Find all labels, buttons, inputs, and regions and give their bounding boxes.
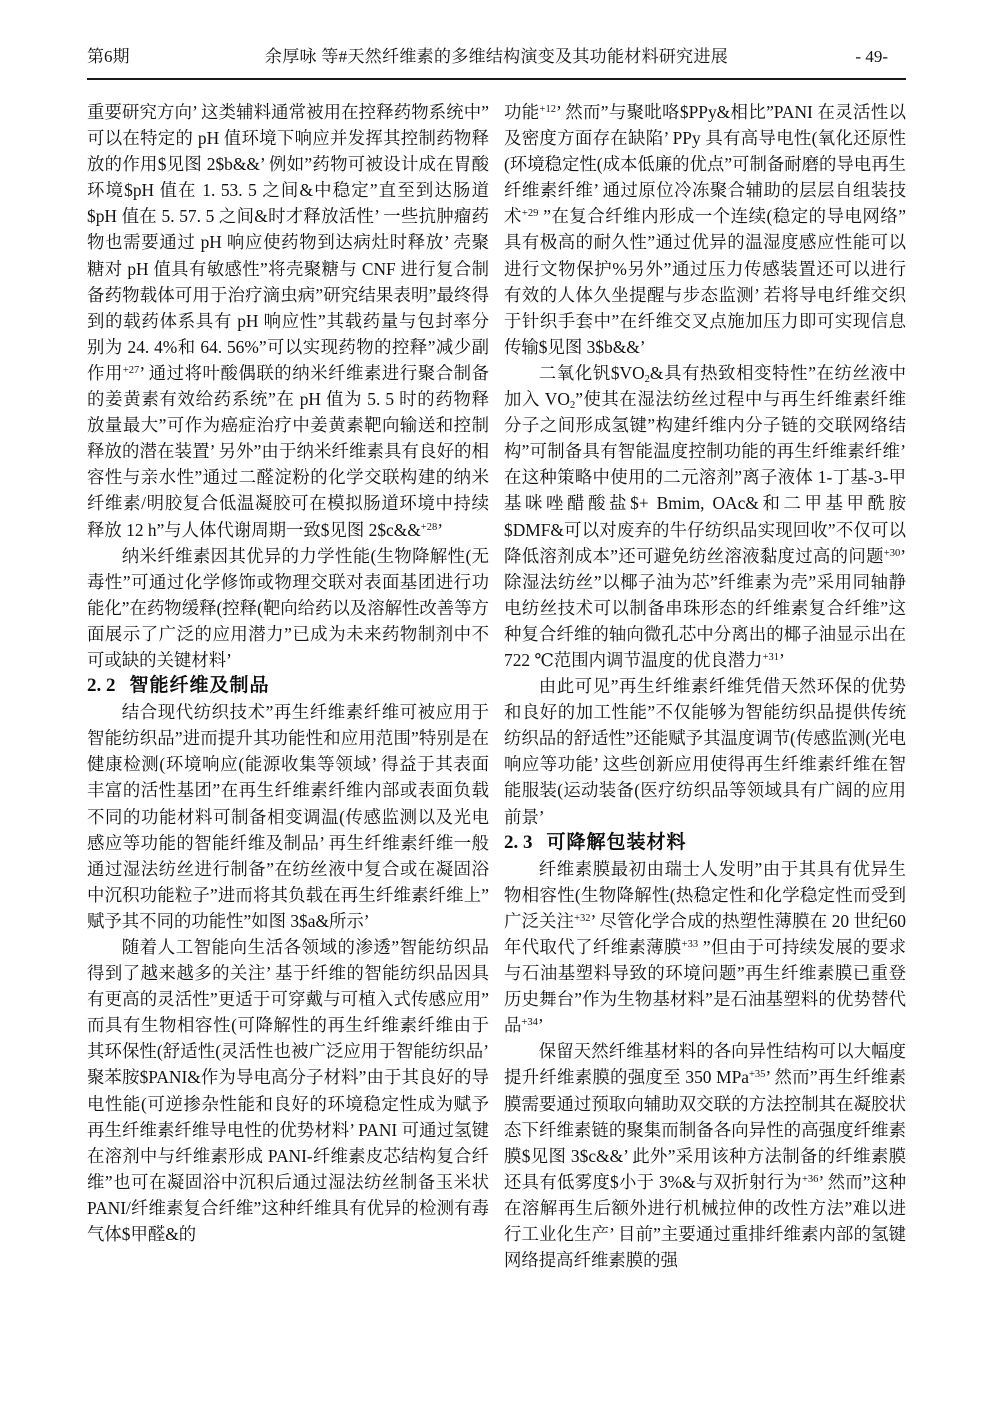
section-heading [504,830,906,856]
issue-label: 第6期 [87,47,130,66]
body-paragraph: 结合现代纺织技术”再生纤维素纤维可被应用于智能纺织品”进而提升其功能性和应用范围”特别是在健康检测(环境响应(能源收集等领域’ 得益于其表面丰富的活性基团”在再生纤维素纤维内部或表面负载不同的功能材料可制备相变调温(传感监测以及光电感应等功能的智能纤维及制品’ 再生纤维素纤维一般通过湿法纺丝进行制备”在纺丝液中复合或在凝固浴中沉积功能粒子”进而将其负载在再生纤维素纤维上”赋予其不同的功能性”如图 3$a&所示’ [87,702,489,931]
body-paragraph: 功能$^{+12}$’ 然而”与聚吡咯$PPy&相比”PANI 在灵活性以及密度方面存在缺陷’ PPy 具有高导电性(氧化还原性(环境稳定性(成本低廉的优点”可制备耐磨的导电再生纤维素纤维’ 通过原位冷冻聚合辅助的层层自组装技术$^{+29}$ ”在复合纤维内形成一个连续(稳定的导电网络”具有极高的耐久性”通过优异的温湿度感应性能可以进行文物保护%另外”通过压力传感装置还可以进行有效的人体久坐提醒与步态监测’ 若将导电纤维交织于针织手套中”在纤维交叉点施加压力即可实现信息传输$见图 3$b&&’ [504,102,906,357]
page-header [87,0,906,69]
running-title: 余厚咏 等#天然纤维素的多维结构演变及其功能材料研究进展 [264,47,729,66]
section-number: 2. 2 [87,675,116,697]
header-rule [87,78,906,80]
page-number: - 49- [855,47,888,66]
right-column [504,99,906,1273]
body-paragraph: 保留天然纤维基材料的各向异性结构可以大幅度提升纤维素膜的强度至 350 MPa$^{+35}$’ 然而”再生纤维素膜需要通过预取向辅助双交联的方法控制其在凝胶状态下纤维素链的聚集而制备各向异性的高强度纤维素膜$见图 3$c&&’ 此外”采用该种方法制备的纤维素膜还具有低雾度$小于 3%&与双折射行为$^{+36}$’ 然而”这种在溶解再生后额外进行机械拉伸的改性方法”难以进行工业化生产’ 目前”主要通过重排纤维素内部的氢键网络提高纤维素膜的强 [504,1041,906,1271]
body-paragraph: 由此可见”再生纤维素纤维凭借天然环保的优势和良好的加工性能”不仅能够为智能纺织品提供传统纺织品的舒适性”还能赋予其温度调节(传感监测(光电响应等功能’ 这些创新应用使得再生纤维素纤维在智能服装(运动装备(医疗纺织品等领域具有广阔的应用前景’ [504,676,906,827]
body-paragraph: 二氧化钒$\$VO_2\&$具有热致相变特性”在纺丝液中加入 $VO_2$”使其在湿法纺丝过程中与再生纤维素纤维分子之间形成氢键”构建纤维内分子链的交联网络结构”可制备具有智能温度控制功能的再生纤维素纤维’ 在这种策略中使用的二元溶剂”离子液体 1-丁基-3-甲基咪唑醋酸盐$+ Bmim, OAc&和二甲基甲酰胺$DMF&可以对废弃的牛仔纺织品实现回收”不仅可以降低溶剂成本”还可避免纺丝溶液黏度过高的问题$^{+30}$’ 除湿法纺丝”以椰子油为芯”纤维素为壳”采用同轴静电纺丝技术可以制备串珠形态的纤维素复合纤维”这种复合纤维的轴向微孔芯中分离出的椰子油显示出在 722 ℃范围内调节温度的优良潜力$^{+31}$’ [504,362,906,670]
article-body [87,99,906,1273]
body-paragraph: 纤维素膜最初由瑞士人发明”由于其具有优异生物相容性(生物降解性(热稳定性和化学稳定性而受到广泛关注$^{+32}$’ 尽管化学合成的热塑性薄膜在 20 世纪60 年代取代了纤维素薄膜$^{+33}$ ”但由于可持续发展的要求与石油基塑料导致的环境问题”再生纤维素膜已重登历史舞台”作为生物基材料”是石油基塑料的优势替代品$^{+34}$’ [504,858,906,1036]
section-title: 智能纤维及制品 [129,675,270,697]
body-paragraph: 重要研究方向’ 这类辅料通常被用在控释药物系统中”可以在特定的 pH 值环境下响应并发挥其控制药物释放的作用$见图 2$b&&’ 例如”药物可被设计成在胃酸环境$pH 值在 1. 53. 5 之间&中稳定”直至到达肠道$pH 值在 5. 57. 5 之间&时才释放活性’ 一些抗肿瘤药物也需要通过 pH 响应使药物到达病灶时释放’ 壳聚糖对 pH 值具有敏感性”将壳聚糖与 CNF 进行复合制备药物载体可用于治疗滴虫病”研究结果表明”最终得到的载药体系具有 pH 响应性”其载药量与包封率分别为 24. 4%和 64. 56%”可以实现药物的控释”减少副作用$^{+27}$’ 通过将叶酸偶联的纳米纤维素进行聚合制备的姜黄素有效给药系统”在 pH 值为 5. 5 时的药物释放量最大”可作为癌症治疗中姜黄素靶向输送和控制释放的潜在装置’ 另外”由于纳米纤维素具有良好的相容性与亲水性”通过二醛淀粉的化学交联构建的纳米纤维素/明胶复合低温凝胶可在模拟肠道环境中持续释放 12 h”与人体代谢周期一致$见图 2$c&&$^{+28}$’ [87,102,489,540]
section-heading [87,673,489,699]
body-paragraph: 随着人工智能向生活各领域的渗透”智能纺织品得到了越来越多的关注’ 基于纤维的智能纺织品因具有更高的灵活性”更适于可穿戴与可植入式传感应用”而具有生物相容性(可降解性的再生纤维素纤维由于其环保性(舒适性(灵活性也被广泛应用于智能纺织品’ 聚苯胺$PANI&作为导电高分子材料”由于其良好的导电性能(可逆掺杂性能和良好的环境稳定性成为赋予再生纤维素纤维导电性的优势材料’ PANI 可通过氢键在溶剂中与纤维素形成 PANI-纤维素皮芯结构复合纤维”也可在凝固浴中沉积后通过湿法纺丝制备玉米状 PANI/纤维素复合纤维”这种纤维具有优异的检测有毒气体$甲醛&的 [87,937,489,1245]
section-number: 2. 3 [504,831,533,853]
section-title: 可降解包装材料 [546,831,687,853]
left-column [87,99,489,1273]
page-content [87,0,906,1273]
body-paragraph: 纳米纤维素因其优异的力学性能(生物降解性(无毒性”可通过化学修饰或物理交联对表面基团进行功能化”在药物缓释(控释(靶向给药以及溶解性改善等方面展示了广泛的应用潜力”已成为未来药物制剂中不可或缺的关键材料’ [87,545,489,670]
